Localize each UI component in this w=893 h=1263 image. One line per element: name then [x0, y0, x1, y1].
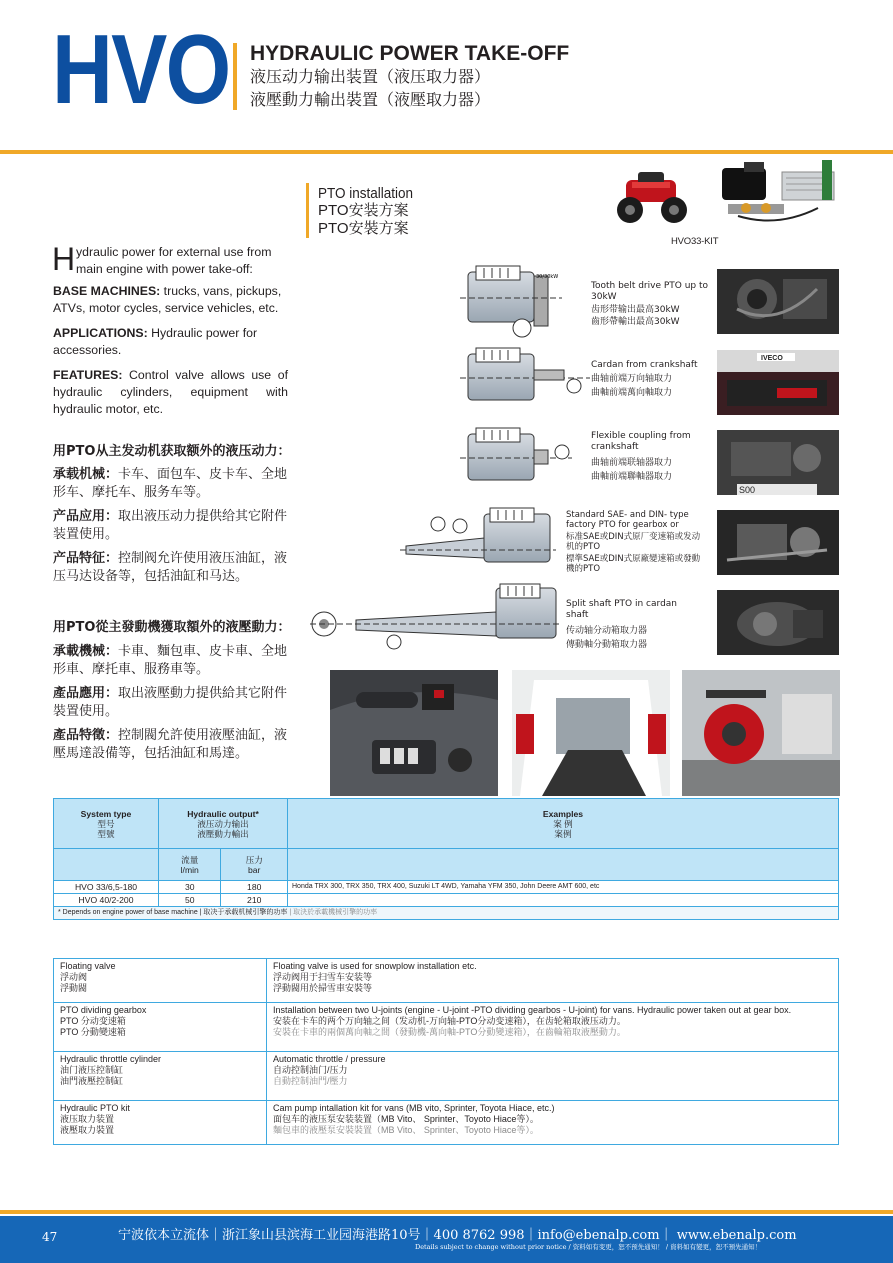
- header-system-type: System type 型号 型號: [54, 799, 159, 849]
- feature-row: [54, 959, 839, 1003]
- page-title: HYDRAULIC POWER TAKE-OFF: [250, 42, 570, 65]
- page-number: 47: [42, 1230, 58, 1244]
- pto-heading-cn-t: PTO安裝方案: [318, 220, 409, 237]
- table-row: HVO 33/6,5-180 30 180 Honda TRX 300, TRX 350, TRX 400, Suzuki LT 4WD, Yamaha YFM 350, John Deere AMT 600, etc: [54, 881, 839, 894]
- van-interior-photo: [512, 670, 670, 796]
- feature-row: [54, 1003, 839, 1052]
- base-machines-label: BASE MACHINES:: [53, 284, 161, 298]
- applications-text: APPLICATIONS: Hydraulic power for accessories.: [53, 326, 258, 357]
- diagram-power-label: 30/30kW: [536, 274, 559, 280]
- feature-row: [54, 1052, 839, 1101]
- install-photo-3: [717, 430, 839, 495]
- feature-name: Hydraulic throttle cylinder 油门液压控制缸 油門液壓控制缸: [54, 1052, 267, 1101]
- install-caption-5: Split shaft PTO in cardan shaft 传动轴分动箱取力器 傳動軸分動箱取力器: [566, 599, 677, 650]
- feature-desc: Automatic throttle / pressure 自动控制油门/压力 自動控制油門/壓力: [267, 1052, 839, 1101]
- feature-desc: Installation between two U-joints (engine - U-joint -PTO dividing gearbos - U-joint) for vans. Hydraulic power taken out at gear box. 安装在卡车的两个万向轴之间（发动机-万向轴-PTO分动变速箱），在齿轮箱取液压动力。 安裝在卡車的兩個萬向軸之間（發動機-萬向軸-PTO分動變速箱），在齒輪箱取液壓動力。: [267, 1003, 839, 1052]
- spec-table: [53, 798, 839, 920]
- diagram-tooth-belt: [460, 266, 562, 337]
- feature-row: [54, 1101, 839, 1145]
- table-row: HVO 40/2-200 50 210: [54, 894, 839, 907]
- pto-heading: PTO installation: [318, 185, 414, 202]
- feature-desc: Cam pump intallation kit for vans (MB vito, Sprinter, Toyota Hiace, etc.) 面包车的液压泵安装装置（MB Vito、 Sprinter、Toyoto Hiace等）。 麵包車的液壓泵安裝裝置（MB Vito、 Sprinter、Toyoto Hiace等）。: [267, 1101, 839, 1145]
- drop-cap: H: [52, 241, 76, 277]
- feature-name: Floating valve 浮动阀 浮動閥: [54, 959, 267, 1003]
- feature-name: PTO dividing gearbox PTO 分动变速箱 PTO 分動變速箱: [54, 1003, 267, 1052]
- footer-contact: 宁波依本立流体｜浙江象山县滨海工业园海港路10号｜400 8762 998｜info@ebenalp.com｜ www.ebenalp.com: [118, 1228, 797, 1243]
- install-photo-5: [717, 590, 839, 655]
- install-caption-1: Tooth belt drive PTO up to 30kW 齿形带输出最高30kW 齒形帶輸出最高30kW: [591, 281, 709, 327]
- cn-t-base: 承載機械：卡車、麵包車、皮卡車、全地形車、摩托車、服務車等。: [53, 644, 288, 677]
- diagram-cardan: [460, 348, 590, 400]
- diagram-factory-pto: [400, 508, 556, 562]
- feature-name: Hydraulic PTO kit 液压取力装置 液壓取力裝置: [54, 1101, 267, 1145]
- cn-s-app: 产品应用：取出液压动力提供给其它附件装置使用。: [53, 509, 288, 542]
- install-photo-2: [717, 350, 839, 415]
- spec-footnote: * Depends on engine power of base machine | 取决于承载机械引擎的功率 | 取決於承載機械引擎的功率: [54, 907, 839, 920]
- cn-t-feat: 產品特徵：控制閥允許使用液壓油缸，液壓馬達設備等，包括油缸和馬達。: [53, 728, 288, 761]
- pto-heading-cn-s: PTO安装方案: [318, 202, 409, 219]
- features-label: FEATURES:: [53, 368, 123, 382]
- cn-s-heading: 用PTO从主发动机获取额外的液压动力：: [53, 444, 291, 459]
- base-machines-text: BASE MACHINES: trucks, vans, pickups, ATVs, motor cycles, service vehicles, etc.: [53, 284, 282, 315]
- header-hydraulic-output: Hydraulic output* 液压动力输出 液壓動力輸出: [159, 799, 288, 849]
- page-title-cn-traditional: 液壓動力輸出裝置（液壓取力器）: [250, 92, 491, 109]
- header-pressure: 压力 bar: [221, 849, 288, 881]
- header-flow: 流量 l/min: [159, 849, 221, 881]
- diagram-split-shaft: [310, 584, 562, 649]
- cn-s-feat: 产品特征：控制阀允许使用液压油缸，液压马达设备等，包括油缸和马达。: [53, 551, 288, 584]
- cn-s-base: 承载机械：卡车、面包车、皮卡车、全地形车、摩托车、服务车等。: [53, 467, 288, 500]
- footer-divider: [0, 1210, 893, 1214]
- title-accent-bar: [233, 43, 237, 110]
- intro-text: ydraulic power for external use from main engine with power take-off:: [76, 245, 272, 276]
- dashboard-switch-photo: [330, 670, 498, 796]
- atv-photo: [612, 162, 692, 230]
- hvo33-kit-photo: [718, 158, 840, 230]
- install-caption-3: Flexible coupling from crankshaft 曲轴前端联轴器取力 曲軸前端聯軸器取力: [591, 431, 691, 482]
- features-text: FEATURES: Control valve allows use of hydraulic cylinders, equipment with hydraulic motor, etc.: [53, 368, 288, 416]
- plate-text: S00: [739, 485, 756, 495]
- cn-t-app: 產品應用：取出液壓動力提供給其它附件裝置使用。: [53, 686, 288, 719]
- iveco-text: IVECO: [761, 355, 783, 362]
- feature-desc: Floating valve is used for snowplow installation etc. 浮动阀用于扫雪车安装等 浮動閥用於掃雪車安裝等: [267, 959, 839, 1003]
- footer-disclaimer: Details subject to change without prior notice / 资料如有变更，恕不预先通知！ / 資料如有變更，恕不預先通知！: [415, 1243, 762, 1251]
- hvo-logo: HVO: [52, 14, 230, 124]
- kit-caption: HVO33-KIT: [671, 236, 719, 247]
- install-photo-4: [717, 510, 839, 575]
- pto-accent-bar: [306, 183, 309, 238]
- applications-label: APPLICATIONS:: [53, 326, 148, 340]
- install-caption-4: Standard SAE- and DIN- type factory PTO for gearbox or 标准SAE或DIN式原厂变速箱或发动机的PTO 標準SAE或DIN式原廠變速箱或發動機的PTO: [566, 510, 701, 574]
- page-title-cn-simplified: 液压动力输出装置（液压取力器）: [250, 69, 491, 86]
- pto-installation-diagrams: [300, 258, 590, 668]
- diagram-flex-coupling: [460, 428, 572, 480]
- cn-t-heading: 用PTO從主發動機獲取額外的液壓動力：: [53, 620, 291, 635]
- install-caption-2: Cardan from crankshaft 曲轴前端万向轴取力 曲軸前端萬向軸取力: [591, 360, 698, 398]
- header-examples: Examples 案 例 案例: [288, 799, 839, 849]
- features-table: [53, 958, 839, 1145]
- header-divider: [0, 150, 893, 154]
- install-photo-1: [717, 269, 839, 334]
- hydraulic-reel-photo: [682, 670, 840, 796]
